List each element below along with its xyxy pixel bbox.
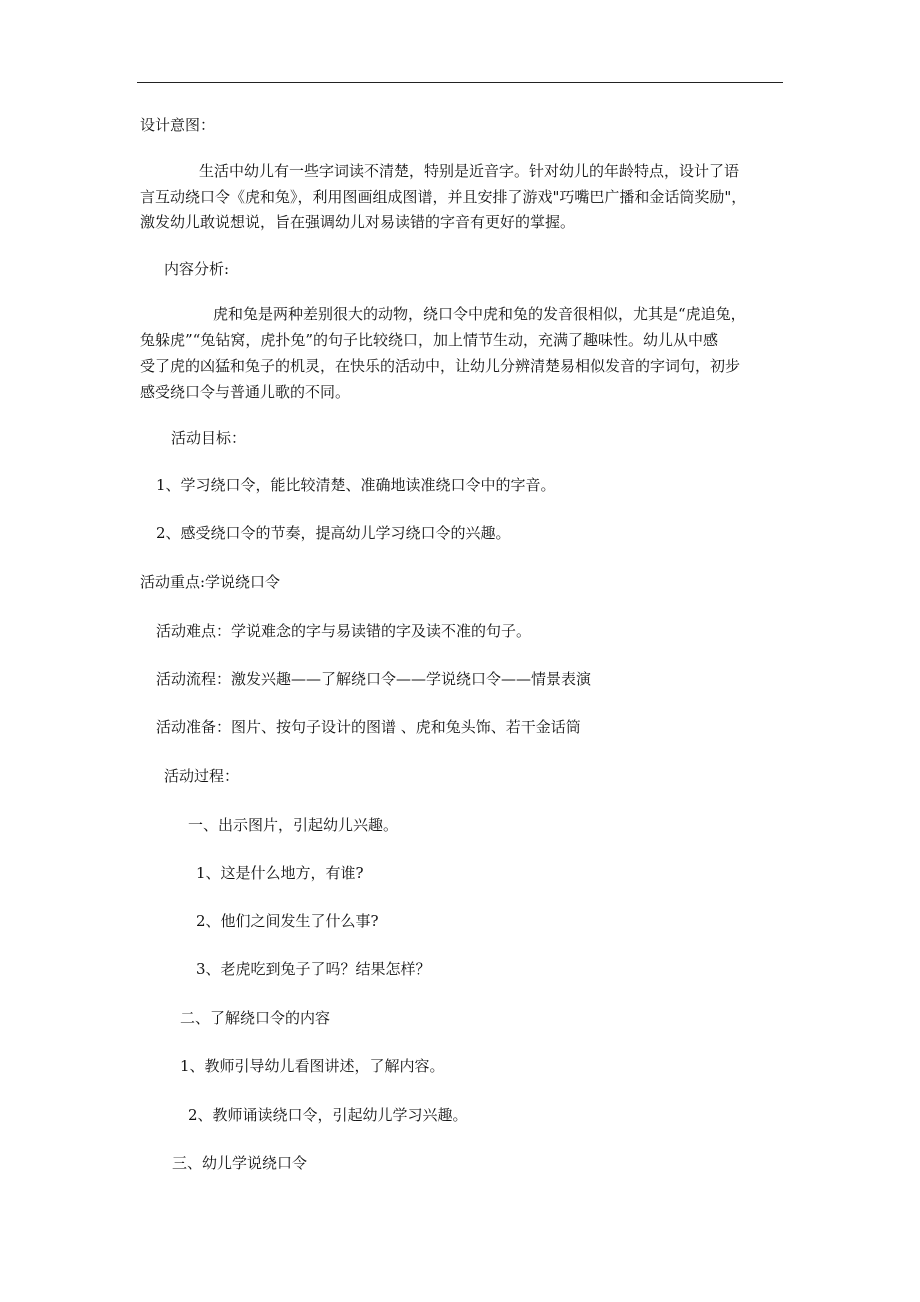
step-2-item: 1、教师引导幼儿看图讲述，了解内容。 xyxy=(180,1057,445,1075)
design-intent-line-1: 生活中幼儿有一些字词读不清楚，特别是近音字。针对幼儿的年龄特点，设计了语 xyxy=(199,162,740,180)
goal-item: 1、学习绕口令，能比较清楚、准确地读准绕口令中的字音。 xyxy=(156,476,556,494)
content-analysis-heading: 内容分析: xyxy=(164,260,230,278)
header-rule xyxy=(137,82,783,83)
design-intent-heading: 设计意图： xyxy=(140,116,216,134)
goals-heading: 活动目标： xyxy=(171,429,247,447)
activity-flow: 活动流程：激发兴趣——了解绕口令——学说绕口令——情景表演 xyxy=(156,670,592,688)
content-analysis-line-3: 受了虎的凶猛和兔子的机灵，在快乐的活动中，让幼儿分辨清楚易相似发音的字词句，初步 xyxy=(140,357,741,375)
process-heading: 活动过程： xyxy=(164,767,240,785)
design-intent-line-2: 言互动绕口令《虎和兔》，利用图画组成图谱，并且安排了游戏"巧嘴巴广播和金话筒奖励"， xyxy=(140,188,747,206)
step-3-title: 三、幼儿学说绕口令 xyxy=(172,1154,308,1172)
step-1-item: 2、他们之间发生了什么事? xyxy=(196,912,379,930)
step-1-item: 1、这是什么地方，有谁? xyxy=(196,864,364,882)
content-analysis-line-2: 兔躲虎”“兔钻窝，虎扑兔”的句子比较绕口，加上情节生动，充满了趣味性。幼儿从中感 xyxy=(140,331,719,349)
step-1-title: 一、出示图片，引起幼儿兴趣。 xyxy=(188,816,399,834)
step-2-title: 二、了解绕口令的内容 xyxy=(180,1009,331,1027)
step-2-item: 2、教师诵读绕口令，引起幼儿学习兴趣。 xyxy=(188,1106,468,1124)
content-analysis-line-1: 虎和兔是两种差别很大的动物，绕口令中虎和兔的发音很相似，尤其是“虎追兔， xyxy=(213,305,746,323)
goal-item: 2、感受绕口令的节奏，提高幼儿学习绕口令的兴趣。 xyxy=(156,524,511,542)
difficulty: 活动难点：学说难念的字与易读错的字及读不准的句子。 xyxy=(156,622,532,640)
key-point: 活动重点:学说绕口令 xyxy=(140,573,281,591)
content-analysis-line-4: 感受绕口令与普通儿歌的不同。 xyxy=(140,383,351,401)
preparation: 活动准备：图片、按句子设计的图谱 、虎和兔头饰、若干金话筒 xyxy=(156,718,581,736)
design-intent-line-3: 激发幼儿敢说想说，旨在强调幼儿对易读错的字音有更好的掌握。 xyxy=(140,213,576,231)
step-1-item: 3、老虎吃到兔子了吗？结果怎样？ xyxy=(196,960,431,978)
